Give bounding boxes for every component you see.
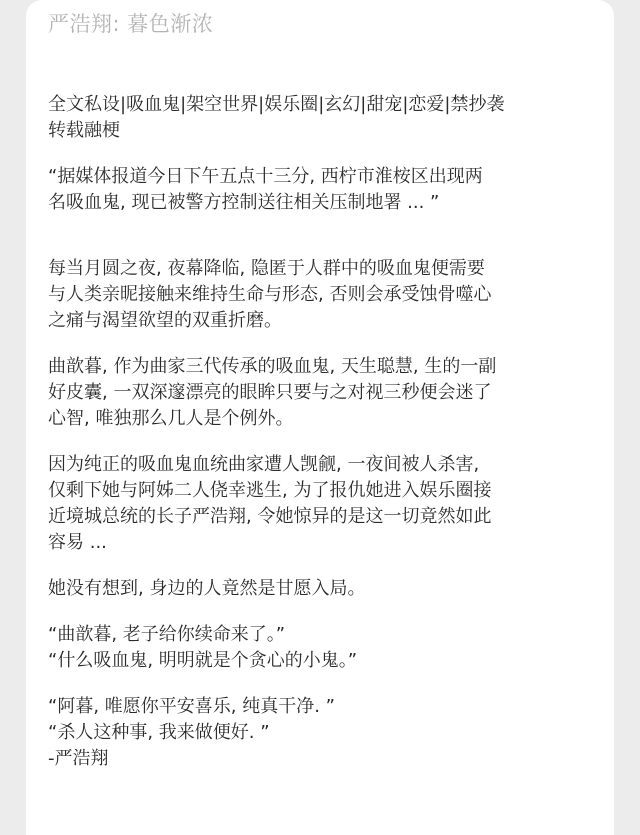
article-title: 严浩翔: 暮色渐浓 — [48, 12, 214, 36]
paragraph-line: 好皮囊, 一双深邃漂亮的眼眸只要与之对视三秒便会迷了 — [48, 382, 492, 403]
news-quote-line: 名吸血鬼, 现已被警方控制送往相关压制地署 ... ” — [48, 192, 440, 213]
news-quote-line: “据媒体报道今日下午五点十三分, 西柠市淮桉区出现两 — [48, 166, 483, 187]
tags-line: 全文私设|吸血鬼|架空世界|娱乐圈|玄幻|甜宠|恋爱|禁抄袭 — [48, 94, 505, 115]
quote-line: “阿暮, 唯愿你平安喜乐, 纯真干净. ” — [48, 696, 335, 717]
article-body — [48, 92, 593, 772]
paragraph-line: 之痛与渴望欲望的双重折磨。 — [48, 310, 282, 331]
spacer — [48, 602, 593, 622]
spacer — [48, 216, 593, 256]
paragraph-line: 每当月圆之夜, 夜幕降临, 隐匿于人群中的吸血鬼便需要 — [48, 258, 485, 279]
spacer — [48, 674, 593, 694]
spacer — [48, 556, 593, 576]
spacer — [48, 144, 593, 164]
paragraph-line: 曲歆暮, 作为曲家三代传承的吸血鬼, 天生聪慧, 生的一副 — [48, 356, 497, 377]
paragraph-line: 容易 ... — [48, 532, 107, 553]
paragraph-line: 与人类亲昵接触来维持生命与形态, 否则会承受蚀骨噬心 — [48, 284, 492, 305]
paragraph-line: 心智, 唯独那么几人是个例外。 — [48, 408, 294, 429]
signature: -严浩翔 — [48, 748, 109, 769]
quote-line: “什么吸血鬼, 明明就是个贪心的小鬼。” — [48, 650, 358, 671]
paragraph-line: 仅剩下她与阿姊二人侥幸逃生, 为了报仇她进入娱乐圈接 — [48, 480, 492, 501]
quote-line: “曲歆暮, 老子给你续命来了。” — [48, 624, 286, 645]
paragraph-line: 近境城总统的长子严浩翔, 令她惊异的是这一切竟然如此 — [48, 506, 492, 527]
quote-line: “杀人这种事, 我来做便好. ” — [48, 722, 270, 743]
paragraph-line: 因为纯正的吸血鬼血统曲家遭人觊觎, 一夜间被人杀害, — [48, 454, 480, 475]
paragraph-line: 她没有想到, 身边的人竟然是甘愿入局。 — [48, 578, 366, 599]
tags-line: 转载融梗 — [48, 120, 120, 141]
spacer — [48, 432, 593, 452]
spacer — [48, 334, 593, 354]
